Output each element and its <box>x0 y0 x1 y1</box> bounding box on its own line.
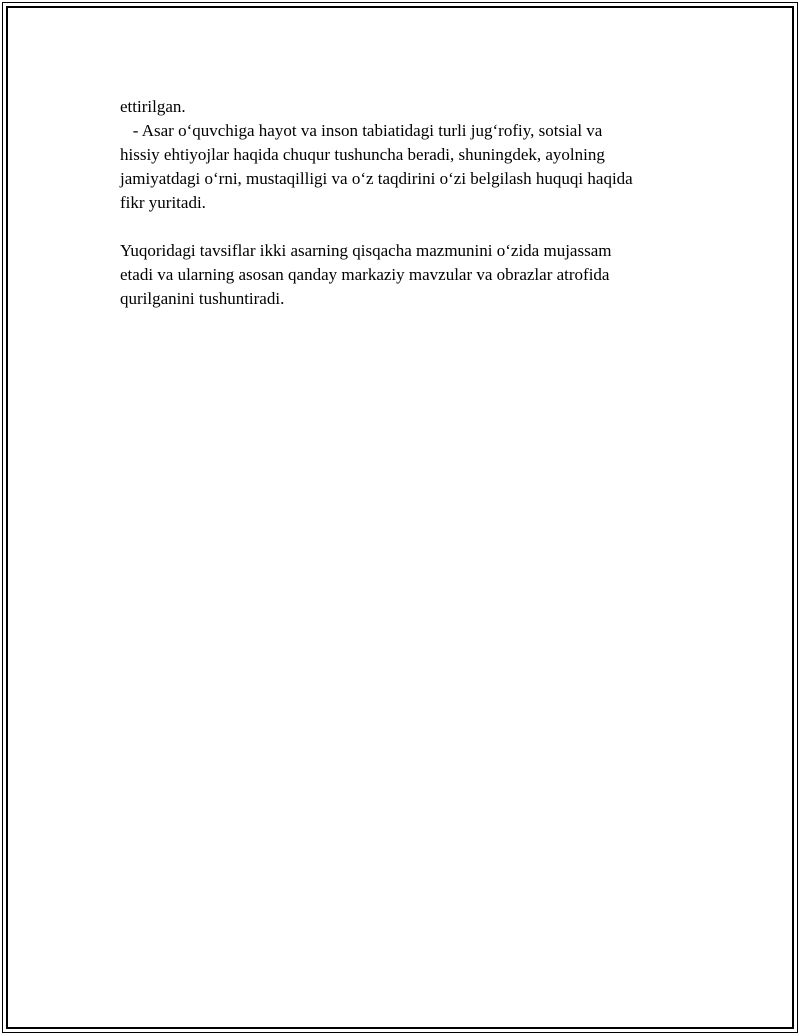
page-frame <box>2 2 798 1033</box>
document-body <box>120 95 680 311</box>
paragraph-gap <box>120 215 680 239</box>
text-line: Yuqoridagi tavsiflar ikki asarning qisqacha mazmunini o‘zida mujassam <box>120 241 612 260</box>
text-line: etadi va ularning asosan qanday markaziy mavzular va obrazlar atrofida <box>120 265 610 284</box>
text-line: qurilganini tushuntiradi. <box>120 289 285 308</box>
text-line: hissiy ehtiyojlar haqida chuqur tushuncha beradi, shuningdek, ayolning <box>120 145 605 164</box>
text-line: fikr yuritadi. <box>120 193 206 212</box>
text-line: - Asar o‘quvchiga hayot va inson tabiatidagi turli jug‘rofiy, sotsial va <box>120 121 603 140</box>
text-line: ettirilgan. <box>120 97 186 116</box>
text-line: jamiyatdagi o‘rni, mustaqilligi va o‘z taqdirini o‘zi belgilash huquqi haqida <box>120 169 633 188</box>
